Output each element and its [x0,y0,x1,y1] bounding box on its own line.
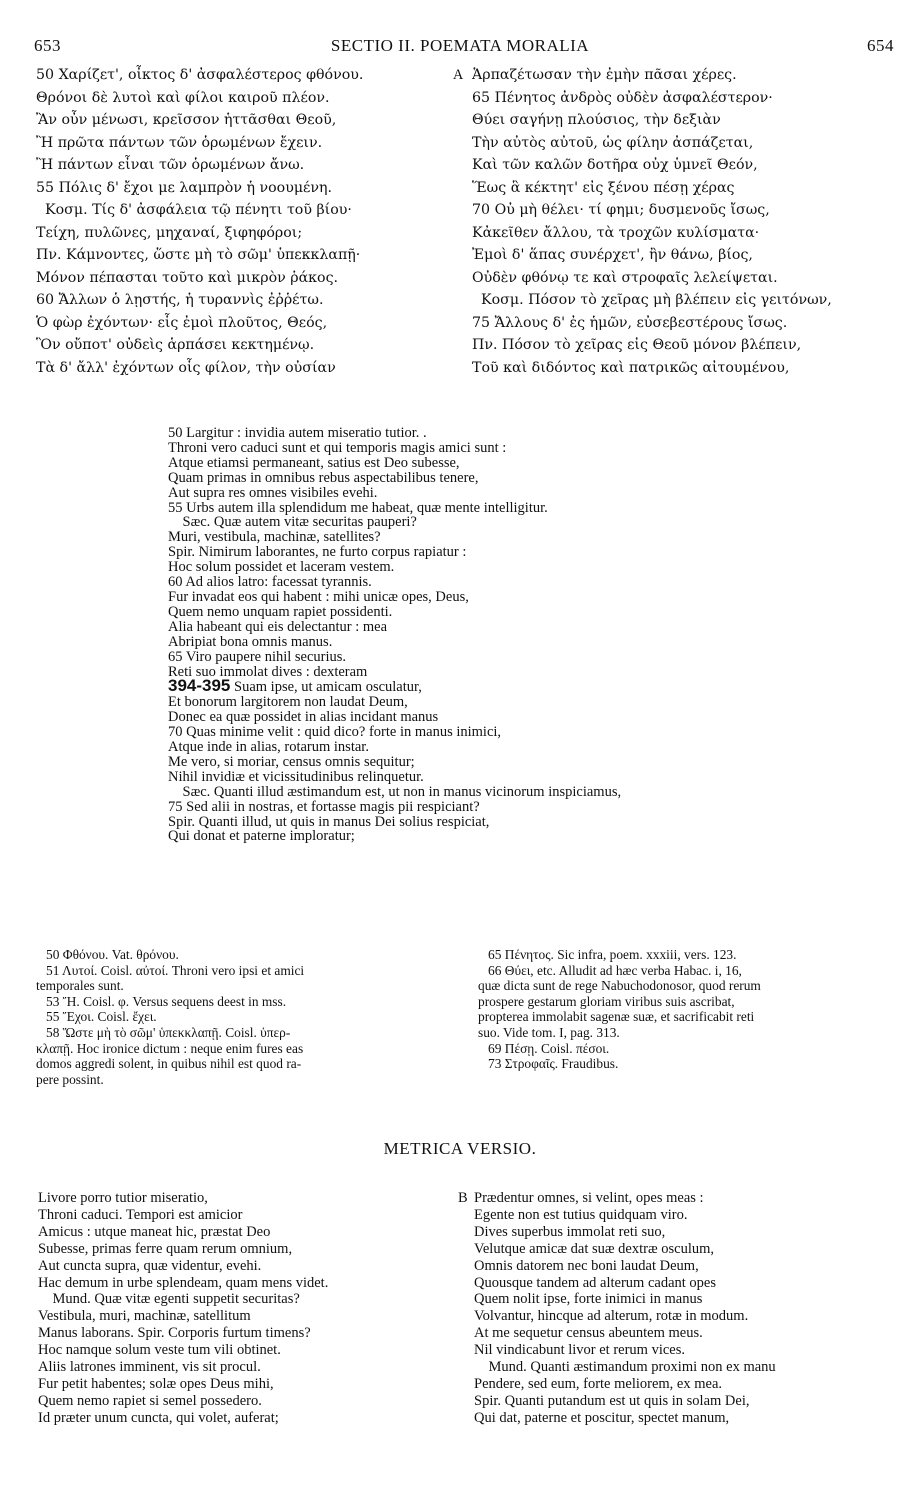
latin-line: Spir. Nimirum laborantes, ne furto corpus rapiatur : [168,544,467,561]
greek-line: Τοῦ καὶ διδόντος καὶ πατρικῶς αἰτουμένου, [472,359,790,376]
running-title: SECTIO II. POEMATA MORALIA [330,36,590,55]
metrica-column-left [38,1190,438,1427]
note-line: suo. Vide tom. I, pag. 313. [478,1024,620,1040]
latin-line: Aut supra res omnes visibiles evehi. [168,484,378,501]
verse-line: Quem nolit ipse, forte inimici in manus [474,1291,703,1308]
greek-line: Θρόνοι δὲ λυτοὶ καὶ φίλοι καιροῦ πλέον. [36,89,330,106]
greek-line: Ἂν οὖν μένωσι, κρεῖσσον ἡττᾶσθαι Θεοῦ, [36,112,337,128]
page-reference-marker: 394-395 [168,676,231,696]
latin-line: Quam primas in omnibus rebus aspectabilibus tenere, [168,469,479,486]
verse-line: Subesse, primas ferre quam rerum omnium, [38,1240,293,1257]
latin-line: 70 Quas minime velit : quid dico? forte in manus inimici, [168,724,502,741]
greek-line: Κἀκεῖθεν ἄλλου, τὰ τροχῶν κυλίσματα· [472,224,760,241]
greek-line: Τὰ δ' ἄλλ' ἐχόντων οἷς φίλον, τὴν οὐσίαν [36,359,336,376]
greek-line: 65 Πένητος ἀνδρὸς οὐδὲν ἀσφαλέστερον· [472,89,773,106]
note-line: 66 Θύει, etc. Alludit ad hæc verba Habac. i, 16, [478,962,742,978]
latin-line: Hoc solum possidet et laceram vestem. [168,559,395,576]
verse-line: Nil vindicabunt livor et rerum vices. [474,1342,686,1359]
greek-column-right [472,64,912,379]
section-title: METRICA VERSIO. [383,1139,537,1158]
verse-line: At me sequetur census abeuntem meus. [474,1325,703,1342]
latin-line: Fur invadat eos qui habent : mihi unicæ opes, Deus, [168,588,469,605]
verse-line: Manus laborans. Spir. Corporis furtum timens? [38,1325,311,1342]
verse-line: Vestibula, muri, machinæ, satellitum [38,1308,251,1325]
latin-line: Atque inde in alias, rotarum instar. [168,739,369,756]
greek-column-left [36,64,456,379]
verse-line: Quem nemo rapiet si semel possedero. [38,1392,262,1409]
greek-line: Μόνον πέπασται τοῦτο καὶ μικρὸν ῥάκος. [36,269,339,286]
latin-line: Quem nemo unquam rapiet possidenti. [168,603,393,620]
latin-line: Me vero, si moriar, census omnis sequitur; [168,753,415,770]
verse-line: Fur petit habentes; solæ opes Deus mihi, [38,1375,274,1392]
note-line: 55 Ἔχοι. Coisl. ἔχει. [36,1009,157,1025]
greek-line: Ἕως ἃ κέκτητ' εἰς ξένου πέσῃ χέρας [472,179,735,196]
latin-line: Sæc. Quæ autem vitæ securitas pauperi? [168,514,417,531]
greek-line: Ὁ φὼρ ἐχόντων· εἷς ἐμοὶ πλοῦτος, Θεός, [36,314,328,331]
greek-line: Κοσμ. Τίς δ' ἀσφάλεια τῷ πένητι τοῦ βίου· [36,202,352,218]
greek-line: 50 Χαρίζετ', οἶκτος δ' ἀσφαλέστερος φθόνου. [36,67,364,83]
verse-line: Egente non est tutius quidquam viro. [474,1206,688,1223]
greek-line: 55 Πόλις δ' ἔχοι με λαμπρὸν ἡ νοουμένη. [36,179,333,196]
verse-line: Aliis latrones imminent, vis sit procul. [38,1359,261,1376]
verse-line: Spir. Quanti putandum est ut quis in solam Dei, [474,1392,750,1409]
column-marker-b: B [458,1190,468,1206]
latin-line: Atque etiamsi permaneant, satius est Deo subesse, [168,454,460,471]
note-line: prospere gestarum gloriam viribus suis ascribat, [478,993,735,1009]
verse-line: Dives superbus immolat reti suo, [474,1223,666,1240]
verse-line: Mund. Quanti æstimandum proximi non ex manu [474,1359,776,1376]
verse-line: Hoc namque solum veste tum vili obtinet. [38,1342,281,1359]
note-line: pere possint. [36,1071,104,1087]
verse-line: Throni caduci. Tempori est amicior [38,1206,243,1223]
column-marker-a: A [453,67,464,83]
latin-line: Qui donat et paterne imploratur; [168,828,355,845]
metrica-column-right [474,1190,914,1427]
greek-line: Θύει σαγήνῃ πλούσιος, τὴν δεξιὰν [472,112,721,128]
latin-translation [168,426,888,844]
latin-line: Spir. Quanti illud, ut quis in manus Dei solius respiciat, [168,813,490,830]
latin-line: Nihil invidiæ et vicissitudinibus relinquetur. [168,768,424,785]
latin-line: Abripiat bona omnis manus. [168,633,333,650]
latin-line: 60 Ad alios latro: facessat tyrannis. [168,574,372,591]
verse-line: Id præter unum cuncta, qui volet, auferat; [38,1409,279,1426]
note-line: 65 Πένητος. Sic infra, poem. xxxiii, vers. 123. [478,947,737,962]
greek-line: Καὶ τῶν καλῶν δοτῆρα οὐχ ὑμνεῖ Θεόν, [472,157,758,173]
latin-line: Reti suo immolat dives : dexteram [168,663,368,680]
note-line: 73 Στροφαῖς. Fraudibus. [478,1056,619,1072]
latin-line-text: Suam ipse, ut amicam osculatur, [234,679,422,696]
verse-line: Velutque amicæ dat suæ dextræ osculum, [474,1240,715,1257]
note-line: propterea immolabit sagenæ suæ, et sacrificabit reti [478,1009,755,1025]
latin-line: Throni vero caduci sunt et qui temporis magis amici sunt : [168,439,507,456]
greek-line: Ὃν οὔποτ' οὐδεὶς ἁρπάσει κεκτημένῳ. [36,337,315,353]
greek-line: Τείχη, πυλῶνες, μηχαναί, ξιφηφόροι; [36,224,303,241]
latin-line: Muri, vestibula, machinæ, satellites? [168,529,381,546]
greek-line: 75 Ἄλλους δ' ἐς ἡμῶν, εὐσεβεστέρους ἴσως. [472,314,788,331]
latin-line: 50 Largitur : invidia autem miseratio tutior. . [168,425,427,441]
greek-line: Πν. Πόσον τὸ χεῖρας εἰς Θεοῦ μόνον βλέπειν, [472,337,802,353]
verse-line: Aut cuncta supra, quæ videntur, evehi. [38,1257,262,1274]
verse-line: Mund. Quæ vitæ egenti suppetit securitas? [38,1291,300,1308]
note-line: 58 Ὥστε μὴ τὸ σῶμ' ὑπεκκλαπῇ. Coisl. ὑπερ- [36,1024,291,1040]
greek-line: Ἐμοὶ δ' ἅπας συνέρχετ', ἢν θάνω, βίος, [472,247,753,263]
greek-line: Πν. Κάμνοντες, ὥστε μὴ τὸ σῶμ' ὑπεκκλαπῇ· [36,247,361,263]
greek-line: Ἁρπαζέτωσαν τὴν ἐμὴν πᾶσαι χέρες. [472,67,737,83]
note-line: 50 Φθόνου. Vat. θρόνου. [36,947,179,962]
note-line: domos aggredi solent, in quibus nihil est quod ra- [36,1056,302,1072]
verse-line: Livore porro tutior miseratio, [38,1190,208,1206]
verse-line: Pendere, sed eum, forte meliorem, ex mea. [474,1375,723,1392]
note-line: temporales sunt. [36,978,124,994]
verse-line: Prædentur omnes, si velint, opes meas : [474,1190,704,1206]
greek-line: Οὐδὲν φθόνῳ τε καὶ στροφαῖς λελείψεται. [472,269,778,286]
verse-line: Qui dat, paterne et poscitur, spectet manum, [474,1409,730,1426]
greek-line: Ἢ πρῶτα πάντων τῶν ὁρωμένων ἔχειν. [36,134,323,151]
greek-line: 60 Ἄλλων ὁ λῃστής, ἡ τυραννὶς ἐῤῥέτω. [36,292,324,308]
verse-line: Volvantur, hincque ad alterum, rotæ in modum. [474,1308,749,1325]
greek-line: Ἢ πάντων εἶναι τῶν ὁρωμένων ἄνω. [36,157,305,173]
verse-line: Hac demum in urbe splendeam, quam mens videt. [38,1274,329,1291]
greek-line: Τὴν αὐτὸς αὐτοῦ, ὡς φίλην ἀσπάζεται, [472,134,754,151]
note-line: quæ dicta sunt de rege Nabuchodonosor, quod rerum [478,978,761,994]
latin-line: 55 Urbs autem illa splendidum me habeat, quæ mente intelligitur. [168,499,548,516]
verse-line: Quousque tandem ad alterum cadant opes [474,1274,716,1291]
notes-column-left [36,947,456,1087]
verse-line: Amicus : utque maneat hic, præstat Deo [38,1223,271,1240]
greek-line: Κοσμ. Πόσον τὸ χεῖρας μὴ βλέπειν εἰς γειτόνων, [472,292,832,308]
latin-line: 65 Viro paupere nihil securius. [168,648,347,665]
note-line: 53 Ἤ. Coisl. φ. Versus sequens deest in mss. [36,993,287,1009]
latin-line-with-marker [168,676,888,696]
verse-line: Omnis datorem nec boni laudat Deum, [474,1257,699,1274]
notes-column-right [478,947,908,1072]
latin-line: Et bonorum largitorem non laudat Deum, [168,694,408,711]
latin-line: Alia habeant qui eis delectantur : mea [168,618,388,635]
note-line: κλαπῇ. Hoc ironice dictum : neque enim fures eas [36,1040,304,1056]
page-number-right: 654 [867,36,894,55]
note-line: 69 Πέσῃ. Coisl. πέσοι. [478,1040,610,1056]
page-number-left: 653 [34,36,61,55]
latin-line: Donec ea quæ possidet in alias incidant manus [168,709,439,726]
latin-line: Sæc. Quanti illud æstimandum est, ut non in manus vicinorum inspiciamus, [168,783,622,800]
latin-line: 75 Sed alii in nostras, et fortasse magis pii respiciant? [168,798,480,815]
greek-line: 70 Οὐ μὴ θέλει· τί φημι; δυσμενοῦς ἴσως, [472,202,770,218]
note-line: 51 Λυτοί. Coisl. αὐτοί. Throni vero ipsi et amici [36,962,305,978]
